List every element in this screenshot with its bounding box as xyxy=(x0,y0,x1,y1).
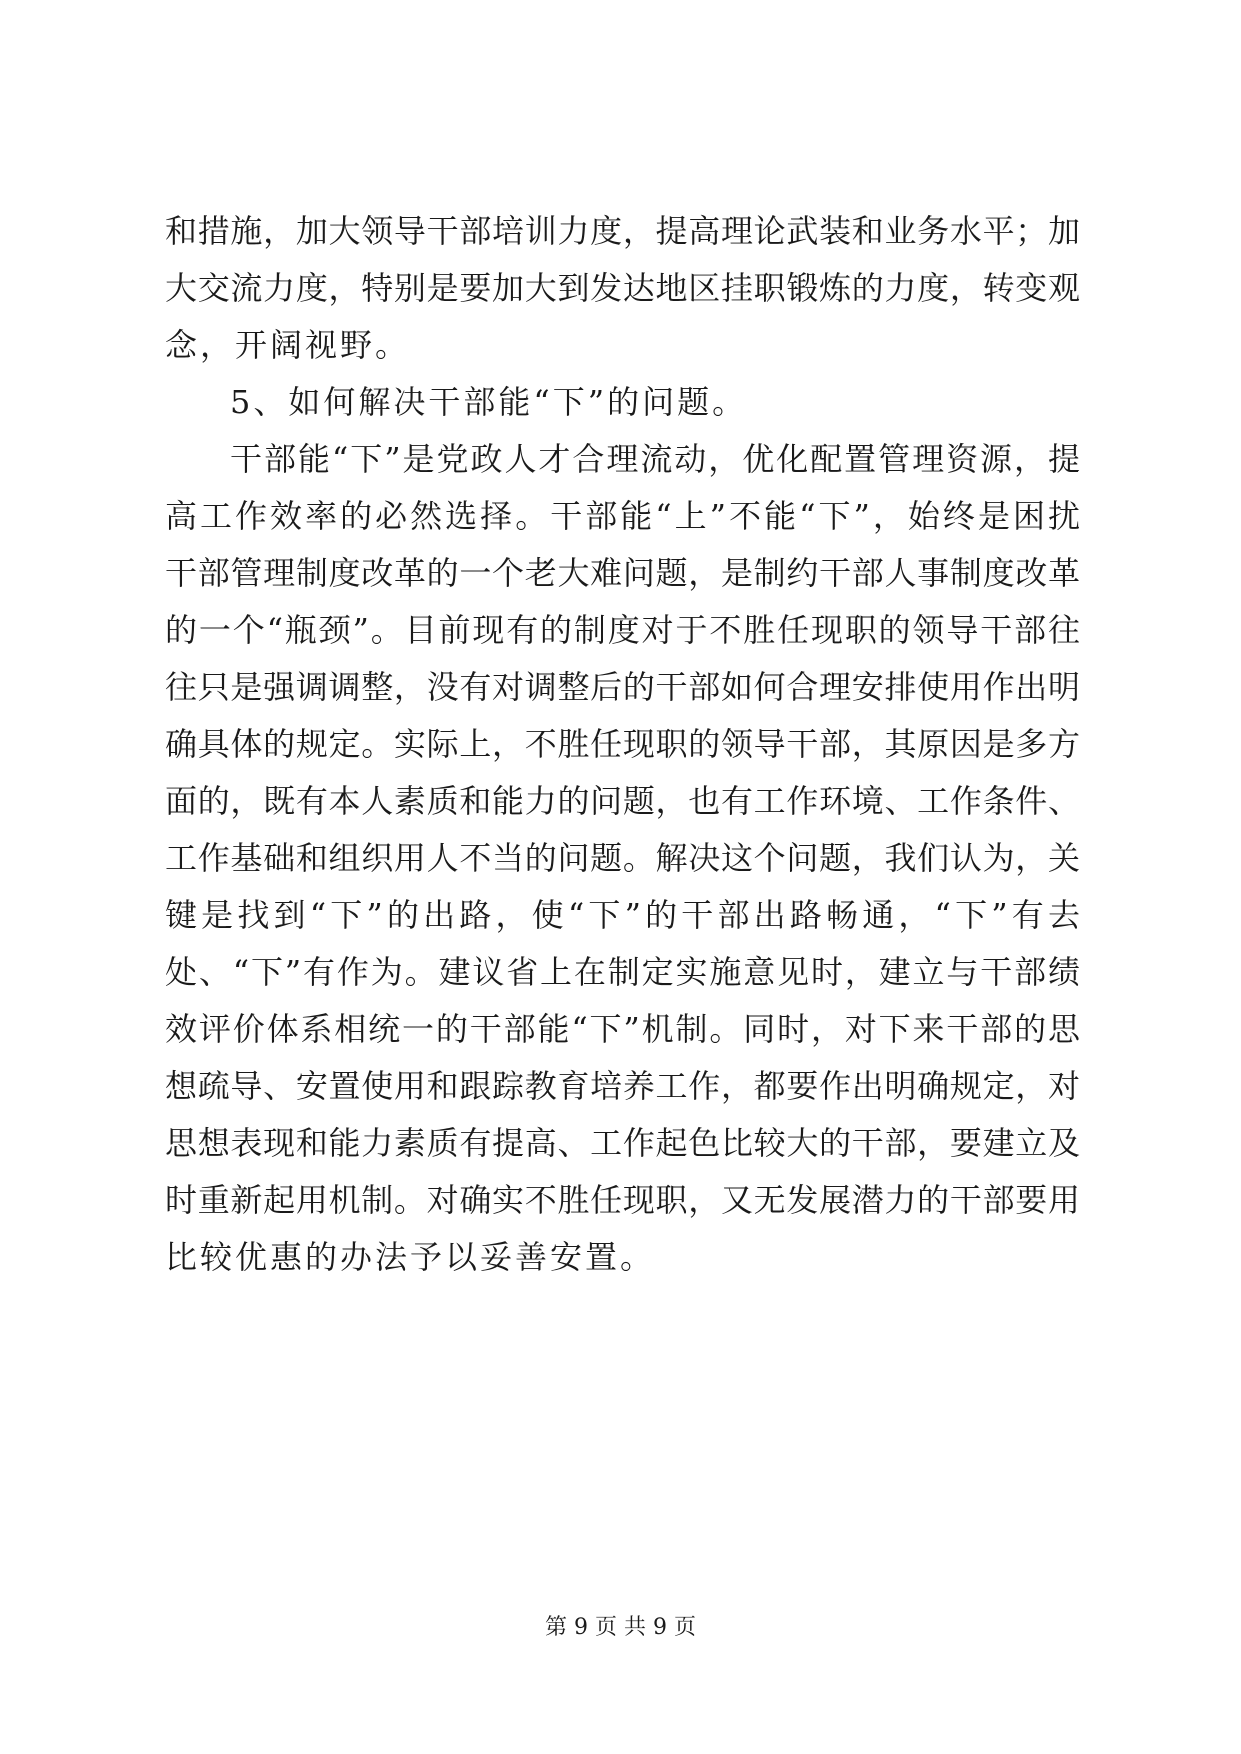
body-text-line: 干部管理制度改革的一个老大难问题，是制约干部人事制度改革 xyxy=(165,554,1080,592)
body-text-line: 比较优惠的办法予以妥善安置。 xyxy=(165,1238,656,1276)
body-text-line: 效评价体系相统一的干部能“下”机制。同时，对下来干部的思 xyxy=(165,1010,1080,1048)
body-text-line: 想疏导、安置使用和跟踪教育培养工作，都要作出明确规定，对 xyxy=(165,1067,1080,1105)
body-text-line: 思想表现和能力素质有提高、工作起色比较大的干部，要建立及 xyxy=(165,1124,1080,1162)
body-text-line: 高工作效率的必然选择。干部能“上”不能“下”，始终是困扰 xyxy=(165,497,1080,535)
body-text-line: 念，开阔视野。 xyxy=(165,326,411,364)
body-text-line: 的一个“瓶颈”。目前现有的制度对于不胜任现职的领导干部往 xyxy=(165,611,1080,649)
body-text-line: 工作基础和组织用人不当的问题。解决这个问题，我们认为，关 xyxy=(165,839,1080,877)
body-text-line: 键是找到“下”的出路，使“下”的干部出路畅通，“下”有去 xyxy=(165,896,1080,934)
body-text-line: 干部能“下”是党政人才合理流动，优化配置管理资源，提 xyxy=(230,440,1080,478)
body-text-line: 大交流力度，特别是要加大到发达地区挂职锻炼的力度，转变观 xyxy=(165,269,1080,307)
body-text-line: 往只是强调调整，没有对调整后的干部如何合理安排使用作出明 xyxy=(165,668,1080,706)
body-text-line: 面的，既有本人素质和能力的问题，也有工作环境、工作条件、 xyxy=(165,782,1080,820)
body-text-line: 和措施，加大领导干部培训力度，提高理论武装和业务水平；加 xyxy=(165,212,1080,250)
body-text-line: 时重新起用机制。对确实不胜任现职，又无发展潜力的干部要用 xyxy=(165,1181,1080,1219)
body-text-line: 处、“下”有作为。建议省上在制定实施意见时，建立与干部绩 xyxy=(165,953,1080,991)
section-heading: 5、如何解决干部能“下”的问题。 xyxy=(230,383,748,421)
page-number-footer: 第 9 页 共 9 页 xyxy=(545,1615,696,1640)
body-text-line: 确具体的规定。实际上，不胜任现职的领导干部，其原因是多方 xyxy=(165,725,1080,763)
